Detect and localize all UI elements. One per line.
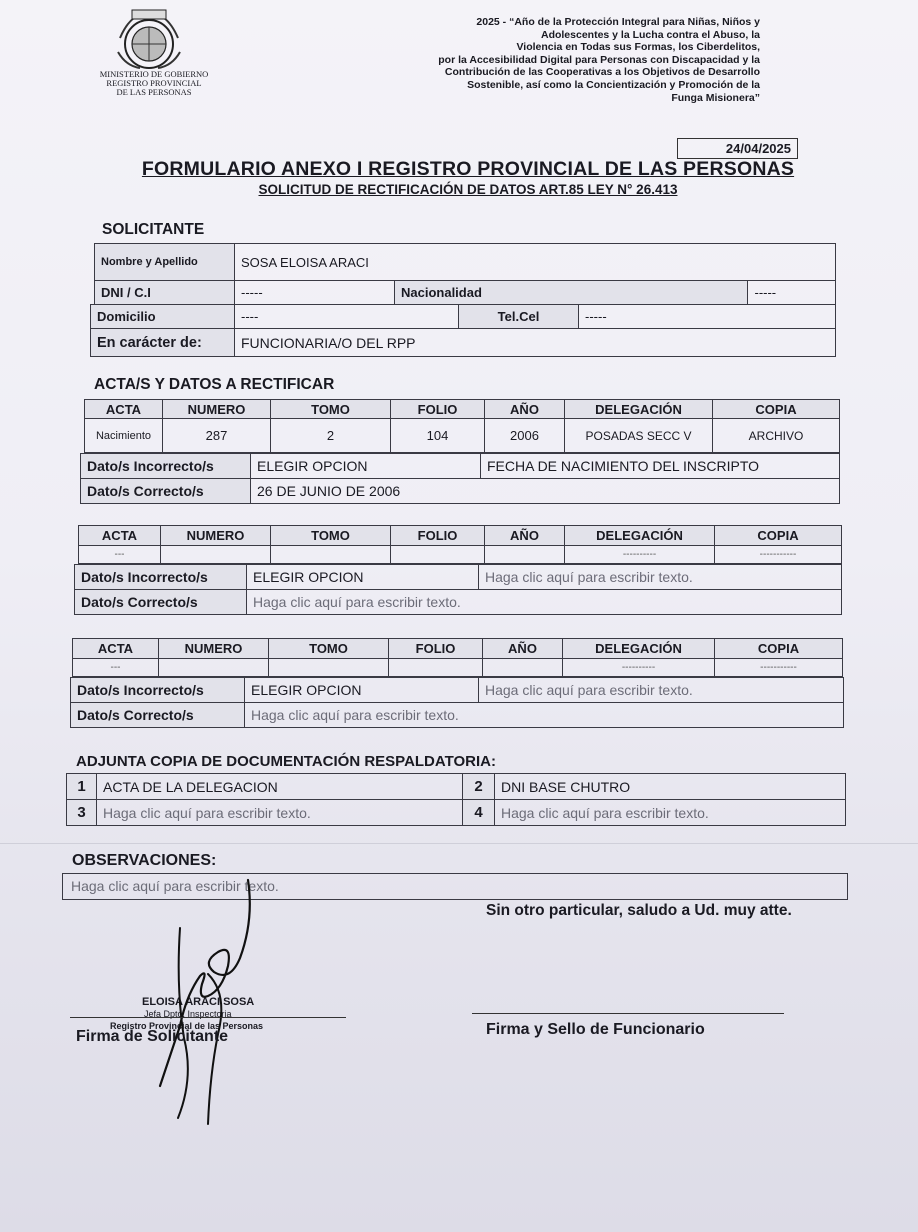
- col-tomo: TOMO: [269, 639, 389, 659]
- closing-text: Sin otro particular, saludo a Ud. muy atte.: [486, 902, 792, 919]
- col-acta: ACTA: [73, 639, 159, 659]
- motto-line: Sostenible, así como la Concientización y Promoción de la: [467, 78, 760, 91]
- col-folio: FOLIO: [391, 526, 485, 546]
- copia-value[interactable]: -----------: [715, 659, 843, 677]
- correct-text-field[interactable]: 26 DE JUNIO DE 2006: [251, 479, 840, 504]
- incorrect-text-field[interactable]: FECHA DE NACIMIENTO DEL INSCRIPTO: [481, 454, 840, 479]
- observaciones-field[interactable]: Haga clic aquí para escribir texto.: [62, 873, 848, 900]
- section-title-actas: ACTA/S Y DATOS A RECTIFICAR: [94, 376, 335, 393]
- col-copia: COPIA: [713, 400, 840, 419]
- col-tomo: TOMO: [271, 400, 391, 419]
- stamp-office: Registro Provincial de las Personas: [110, 1021, 264, 1031]
- incorrect-option-select[interactable]: ELEGIR OPCION: [251, 454, 481, 479]
- col-copia: COPIA: [715, 526, 842, 546]
- delegacion-value[interactable]: ----------: [563, 659, 715, 677]
- dni-label: DNI / C.I: [95, 281, 235, 305]
- acta-block-3-datos: [70, 677, 844, 728]
- delegacion-value[interactable]: POSADAS SECC V: [565, 419, 713, 453]
- doc-number: 2: [463, 774, 495, 800]
- correct-text-field[interactable]: Haga clic aquí para escribir texto.: [247, 590, 842, 615]
- col-delegacion: DELEGACIÓN: [565, 400, 713, 419]
- nacionalidad-label: Nacionalidad: [395, 281, 748, 305]
- motto-line: 2025 - “Año de la Protección Integral para Niñas, Niños y: [476, 16, 760, 28]
- stamp-name: ELOISA ARACI SOSA: [142, 996, 255, 1008]
- doc-number: 3: [67, 800, 97, 826]
- col-anio: AÑO: [485, 400, 565, 419]
- correct-label: Dato/s Correcto/s: [81, 479, 251, 504]
- solicitante-table-2: [90, 304, 836, 357]
- col-anio: AÑO: [485, 526, 565, 546]
- motto-line: Contribución de las Cooperativas a los Objetivos de Desarrollo: [444, 66, 760, 79]
- adjunta-table: [66, 773, 846, 826]
- signature-line-solicitante: [70, 1017, 346, 1018]
- col-folio: FOLIO: [389, 639, 483, 659]
- incorrect-label: Dato/s Incorrecto/s: [71, 678, 245, 703]
- correct-text-field[interactable]: Haga clic aquí para escribir texto.: [245, 703, 844, 728]
- doc-field[interactable]: ACTA DE LA DELEGACION: [97, 774, 463, 800]
- acta-block-1-table: [84, 399, 840, 453]
- folio-value[interactable]: 104: [391, 419, 485, 453]
- signature-line-funcionario: [472, 1013, 784, 1014]
- incorrect-option-select[interactable]: ELEGIR OPCION: [247, 565, 479, 590]
- section-title-observaciones: OBSERVACIONES:: [72, 852, 217, 869]
- ministry-line: REGISTRO PROVINCIAL: [106, 78, 202, 88]
- motto-line: Adolescentes y la Lucha contra el Abuso, la: [540, 28, 760, 41]
- motto-line: Violencia en Todas sus Formas, los Ciberdelitos,: [516, 41, 760, 54]
- doc-field[interactable]: Haga clic aquí para escribir texto.: [495, 800, 846, 826]
- handwritten-signature: [150, 878, 270, 1128]
- incorrect-text-field[interactable]: Haga clic aquí para escribir texto.: [479, 678, 844, 703]
- anio-value[interactable]: 2006: [485, 419, 565, 453]
- acta-value[interactable]: ---: [79, 546, 161, 564]
- doc-number: 1: [67, 774, 97, 800]
- acta-value[interactable]: ---: [73, 659, 159, 677]
- doc-field[interactable]: Haga clic aquí para escribir texto.: [97, 800, 463, 826]
- correct-label: Dato/s Correcto/s: [71, 703, 245, 728]
- motto-line: Funga Misionera”: [671, 91, 760, 104]
- col-numero: NUMERO: [161, 526, 271, 546]
- folio-value[interactable]: [391, 546, 485, 564]
- provincial-crest-logo: [112, 8, 186, 72]
- doc-field[interactable]: DNI BASE CHUTRO: [495, 774, 846, 800]
- telcel-label: Tel.Cel: [459, 305, 579, 329]
- stamp-title: Jefa Dpto. Inspectoria: [144, 1009, 232, 1019]
- incorrect-text-field[interactable]: Haga clic aquí para escribir texto.: [479, 565, 842, 590]
- folio-value[interactable]: [389, 659, 483, 677]
- acta-block-1-datos: [80, 453, 840, 504]
- caracter-label: En carácter de:: [91, 329, 235, 357]
- nombre-field[interactable]: SOSA ELOISA ARACI: [235, 244, 836, 281]
- incorrect-option-select[interactable]: ELEGIR OPCION: [245, 678, 479, 703]
- delegacion-value[interactable]: ----------: [565, 546, 715, 564]
- signature-label-solicitante: Firma de Solicitante: [76, 1028, 229, 1045]
- motto-line: por la Accesibilidad Digital para Personas con Discapacidad y la: [438, 53, 760, 66]
- numero-value[interactable]: [159, 659, 269, 677]
- domicilio-label: Domicilio: [91, 305, 235, 329]
- acta-block-2-table: [78, 525, 842, 564]
- form-subtitle: SOLICITUD DE RECTIFICACIÓN DE DATOS ART.85 LEY N° 26.413: [258, 182, 678, 197]
- tomo-value[interactable]: [269, 659, 389, 677]
- col-numero: NUMERO: [163, 400, 271, 419]
- nacionalidad-field[interactable]: -----: [748, 281, 836, 305]
- signature-label-funcionario: Firma y Sello de Funcionario: [486, 1021, 705, 1038]
- copia-value[interactable]: ARCHIVO: [713, 419, 840, 453]
- col-folio: FOLIO: [391, 400, 485, 419]
- tomo-value[interactable]: 2: [271, 419, 391, 453]
- acta-value[interactable]: Nacimiento: [85, 419, 163, 453]
- nombre-label: Nombre y Apellido: [95, 244, 235, 281]
- col-acta: ACTA: [85, 400, 163, 419]
- caracter-field[interactable]: FUNCIONARIA/O DEL RPP: [235, 329, 836, 357]
- domicilio-field[interactable]: ----: [235, 305, 459, 329]
- correct-label: Dato/s Correcto/s: [75, 590, 247, 615]
- year-motto: [370, 16, 760, 104]
- acta-block-3-table: [72, 638, 843, 677]
- col-delegacion: DELEGACIÓN: [563, 639, 715, 659]
- numero-value[interactable]: 287: [163, 419, 271, 453]
- copia-value[interactable]: -----------: [715, 546, 842, 564]
- numero-value[interactable]: [161, 546, 271, 564]
- col-delegacion: DELEGACIÓN: [565, 526, 715, 546]
- solicitante-table: [94, 243, 836, 305]
- incorrect-label: Dato/s Incorrecto/s: [81, 454, 251, 479]
- col-acta: ACTA: [79, 526, 161, 546]
- doc-number: 4: [463, 800, 495, 826]
- paper-fold: [0, 843, 918, 844]
- anio-value[interactable]: [485, 546, 565, 564]
- date-field[interactable]: 24/04/2025: [677, 138, 798, 159]
- telcel-field[interactable]: -----: [579, 305, 836, 329]
- section-title-adjunta: ADJUNTA COPIA DE DOCUMENTACIÓN RESPALDATORIA:: [76, 753, 496, 770]
- ministry-name: [84, 70, 224, 97]
- ministry-line: MINISTERIO DE GOBIERNO: [99, 69, 209, 79]
- ministry-line: DE LAS PERSONAS: [116, 87, 192, 97]
- incorrect-label: Dato/s Incorrecto/s: [75, 565, 247, 590]
- acta-block-2-datos: [74, 564, 842, 615]
- col-anio: AÑO: [483, 639, 563, 659]
- section-title-solicitante: SOLICITANTE: [102, 221, 205, 238]
- form-title: FORMULARIO ANEXO I REGISTRO PROVINCIAL DE LAS PERSONAS: [141, 158, 795, 180]
- col-copia: COPIA: [715, 639, 843, 659]
- tomo-value[interactable]: [271, 546, 391, 564]
- col-tomo: TOMO: [271, 526, 391, 546]
- anio-value[interactable]: [483, 659, 563, 677]
- col-numero: NUMERO: [159, 639, 269, 659]
- dni-field[interactable]: -----: [235, 281, 395, 305]
